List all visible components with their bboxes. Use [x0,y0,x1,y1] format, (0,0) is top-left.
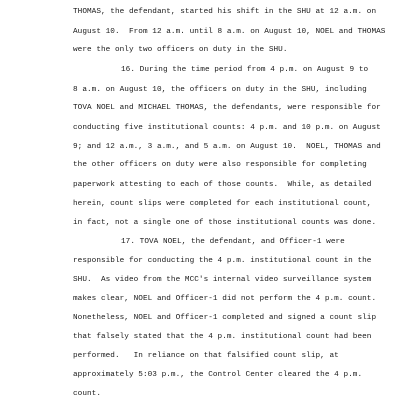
paragraph-17-line-1: 17. TOVA NOEL, the defendant, and Officer-1 were [121,238,345,246]
paragraph-16-line-2: 8 a.m. on August 10, the officers on duty in the SHU, including [73,86,367,94]
paragraph-16-line-5: 9; and 12 a.m., 3 a.m., and 5 a.m. on August 10. NOEL, THOMAS and [73,143,381,151]
paragraph-17-line-2: responsible for conducting the 4 p.m. institutional count in the [73,257,372,265]
paragraph-16-line-8: herein, count slips were completed for each institutional count, [73,200,372,208]
paragraph-17-line-7: performed. In reliance on that falsified count slip, at [73,352,339,360]
paragraph-16-line-1: 16. During the time period from 4 p.m. on August 9 to [121,66,369,74]
paragraph-17-line-6: that falsely stated that the 4 p.m. institutional count had been [73,333,372,341]
paragraph-17-line-4: makes clear, NOEL and Officer-1 did not perform the 4 p.m. count. [73,295,377,303]
paragraph-16-line-4: conducting five institutional counts: 4 p.m. and 10 p.m. on August [73,124,381,132]
text-line-1: THOMAS, the defendant, started his shift in the SHU at 12 a.m. on [73,8,377,16]
paragraph-17-line-5: Nonetheless, NOEL and Officer-1 completed and signed a count slip [73,314,377,322]
paragraph-16-line-6: the other officers on duty were also responsible for completing [73,161,367,169]
paragraph-17-line-3: SHU. As video from the MCC's internal video surveillance system [73,276,372,284]
paragraph-16-line-7: paperwork attesting to each of those counts. While, as detailed [73,181,372,189]
paragraph-16-line-9: in fact, not a single one of those institutional counts was done. [73,219,377,227]
paragraph-17-line-8: approximately 5:03 p.m., the Control Center cleared the 4 p.m. [73,371,363,379]
text-line-2: August 10. From 12 a.m. until 8 a.m. on August 10, NOEL and THOMAS [73,28,386,36]
text-line-3: were the only two officers on duty in the SHU. [73,46,288,54]
paragraph-16-line-3: TOVA NOEL and MICHAEL THOMAS, the defendants, were responsible for [73,104,381,112]
paragraph-17-line-9: count. [73,390,101,398]
